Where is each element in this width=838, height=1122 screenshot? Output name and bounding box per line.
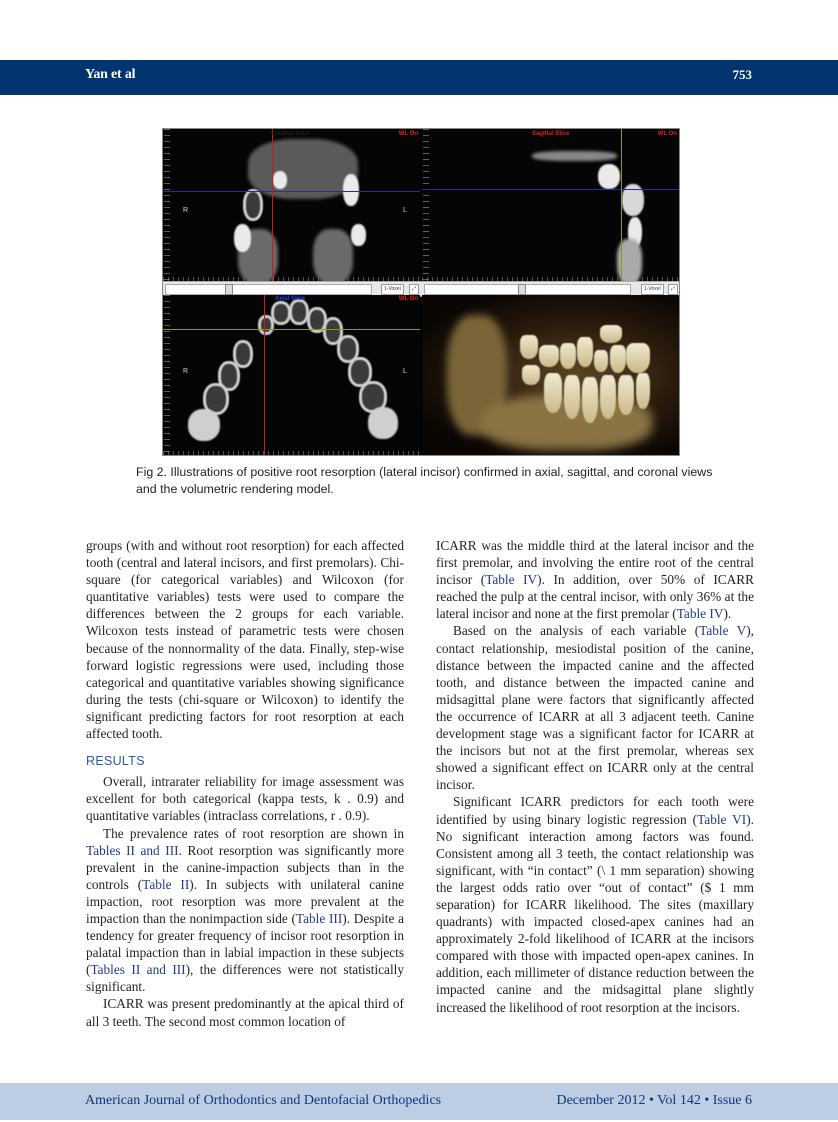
sagittal-voxel-select[interactable]: 1-Voxel (641, 284, 664, 295)
coronal-voxel-select[interactable]: 1-Voxel (381, 284, 404, 295)
table-reference-link[interactable]: Table V (699, 623, 747, 639)
left-side-label: L (403, 368, 407, 375)
paragraph-variable-analysis: Based on the analysis of each variable (Table V), contact relationship, mesiodistal position of the canine, distance between the impacted canine and the affected tooth, and distance between the impacted canine and midsagittal plane were factors that significantly affected the occurrence of ICARR at all 3 adjacent teeth. Canine development stage was a significant factor for ICARR at the incisors but not at the first premolar, whereas sex showed a significant effect on ICARR only at the central incisor. (436, 623, 754, 793)
vertical-ruler (423, 129, 429, 281)
sagittal-crosshair-line (264, 295, 265, 455)
table-reference-link[interactable]: Tables II and III (86, 842, 179, 858)
coronal-slider-thumb[interactable] (225, 284, 233, 295)
right-text-column (436, 537, 754, 1016)
paragraph-reliability: Overall, intrarater reliability for image assessment was excellent for both categorical (kappa tests, k . 0.9) and quantitative variables (intraclass correlations, r . 0.9). (86, 774, 404, 824)
paragraph-icarr-location: ICARR was present predominantly at the apical third of all 3 teeth. The second most common location of (86, 996, 404, 1029)
sagittal-crosshair-line (272, 129, 273, 281)
figure-2-cbct-views (162, 128, 680, 456)
horizontal-ruler (163, 451, 420, 455)
coronal-slice-panel (163, 129, 420, 281)
axial-slice-title: Axial Slice (275, 296, 306, 302)
table-reference-link[interactable]: Table IV (485, 572, 538, 588)
figure-caption: Fig 2. Illustrations of positive root resorption (lateral incisor) confirmed in axial, sagittal, and coronal views and the volumetric rendering model. (136, 465, 713, 496)
coronal-crosshair-line (163, 329, 420, 330)
left-text-column (86, 537, 404, 1030)
vertical-ruler (164, 129, 170, 281)
sagittal-fit-button[interactable]: ⤢ (668, 284, 678, 295)
right-side-label: R (183, 368, 189, 375)
running-header-authors: Yan et al (85, 67, 136, 82)
axial-crosshair-line (163, 191, 420, 192)
coronal-slice-slider[interactable] (165, 284, 372, 295)
table-reference-link[interactable]: Table IV (676, 606, 724, 622)
coronal-fit-button[interactable]: ⤢ (409, 284, 419, 295)
paragraph-predictors: Significant ICARR predictors for each tooth were identified by using binary logistic regression (Table VI). No significant interaction among factors was found. Consistent among all 3 teeth, the contact relationship was significant, with “in contact” (\ 1 mm separation) showing the largest odds ratio over “out of contact” ($ 1 mm separation) for ICARR likelihood. The sites (maxillary quadrants) with impacted closed-apex canines had an approximately 2-fold likelihood of ICARR at the incisors compared with those with impacted open-apex canines. In addition, each millimeter of distance reduction between the impacted canine and the midsagittal plane slightly increased the likelihood of root resorption at the incisors. (436, 794, 754, 1015)
running-footer (0, 1083, 838, 1120)
section-heading-results: RESULTS (86, 754, 145, 769)
wl-indicator: WL On (398, 131, 418, 137)
coronal-crosshair-line (621, 129, 622, 281)
table-reference-link[interactable]: Table III (295, 910, 343, 926)
axial-slice-panel (163, 295, 420, 455)
left-side-label: L (403, 207, 407, 214)
table-reference-link[interactable]: Table II (142, 876, 190, 892)
axial-crosshair-line (422, 189, 679, 190)
table-reference-link[interactable]: Table VI (697, 811, 747, 827)
journal-name: American Journal of Orthodontics and Dentofacial Orthopedics (85, 1093, 442, 1108)
paragraph-icarr-location-cont: ICARR was the middle third at the lateral incisor and the first premolar, and involving the entire root of the central incisor (Table IV). In addition, over 50% of ICARR reached the pulp at the central incisor, with only 36% at the lateral incisor and none at the first premolar (Table IV). (436, 538, 754, 622)
wl-indicator: WL On (657, 131, 677, 137)
page-number: 753 (732, 67, 752, 82)
sagittal-slice-panel (422, 129, 679, 281)
running-header (0, 60, 838, 95)
right-side-label: R (183, 207, 189, 214)
table-reference-link[interactable]: Tables II and III (90, 962, 186, 978)
sagittal-slider-thumb[interactable] (518, 284, 526, 295)
wl-indicator: WL On (398, 296, 418, 302)
volumetric-rendering-panel (422, 295, 679, 455)
issue-info: December 2012 • Vol 142 • Issue 6 (556, 1093, 752, 1108)
sagittal-slice-slider[interactable] (424, 284, 631, 295)
coronal-slice-title: Coronal Slice (271, 131, 310, 137)
sagittal-slice-title: Sagittal Slice (532, 131, 570, 137)
paragraph-methods-end: groups (with and without root resorption) for each affected tooth (central and lateral incisors, and first premolars). Chi-square (for categorical variables) and Wilcoxon (for quantitative variables) tests were used to compare the differences between the 2 groups for each variable. Wilcoxon tests instead of parametric tests were chosen because of the nonnormality of the data. Finally, step-wise forward logistic regressions were used, including those categorical and quantitative variables showing significance during the tests (chi-square or Wilcoxon) to identify the significant predicting factors for root resorption at each affected tooth. (86, 538, 404, 742)
paragraph-prevalence: The prevalence rates of root resorption are shown in Tables II and III. Root resorption was significantly more prevalent in the canine-impaction subjects than in the controls (Table II). In subjects with unilateral canine impaction, root resorption was more prevalent at the impaction than the nonimpaction side (Table III). Despite a tendency for greater frequency of incisor root resorption in palatal impaction than in labial impaction in these subjects (Tables II and III), the differences were not statistically significant. (86, 825, 405, 995)
vertical-ruler (164, 295, 170, 455)
